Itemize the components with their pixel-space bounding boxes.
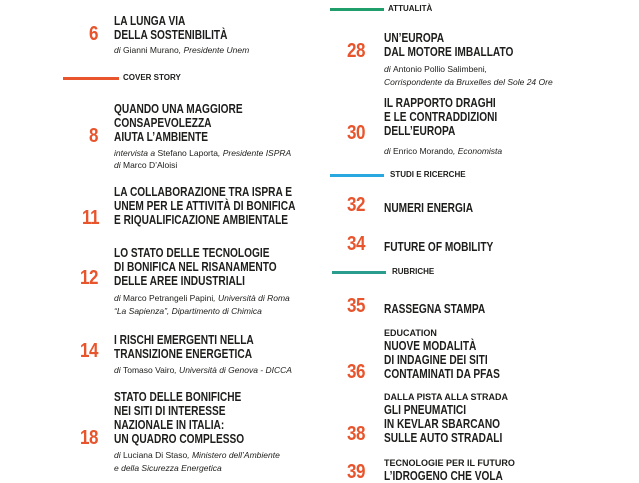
article-author: di Gianni Murano, Presidente Unem: [114, 45, 250, 55]
page-number: 8: [89, 125, 99, 147]
article-author: di Marco D’Aloisi: [114, 160, 178, 170]
page-number: 39: [347, 461, 366, 483]
page-number: 36: [347, 361, 366, 383]
article-title: I RISCHI EMERGENTI NELLA TRANSIZIONE ENERGETICA: [114, 332, 254, 361]
section-label: COVER STORY: [123, 73, 181, 82]
article-kicker: EDUCATION: [384, 328, 437, 338]
article-author: di Luciana Di Staso, Ministero dell’Ambiente: [114, 450, 280, 460]
section-label: ATTUALITÀ: [388, 4, 433, 13]
page-number: 18: [80, 427, 99, 449]
section-label: STUDI E RICERCHE: [390, 170, 466, 179]
page-number: 14: [80, 340, 99, 362]
article-author: di Antonio Pollio Salimbeni,: [384, 64, 488, 74]
article-author: Corrispondente da Bruxelles del Sole 24 Ore: [384, 77, 553, 87]
article-title: LA COLLABORAZIONE TRA ISPRA E UNEM PER LE ATTIVITÀ DI BONIFICA E RIQUALIFICAZIONE AMBIENTALE: [114, 184, 296, 227]
section-bar: [330, 174, 384, 177]
article-title: L’IDROGENO CHE VOLA: [384, 468, 503, 483]
article-kicker: DALLA PISTA ALLA STRADA: [384, 392, 508, 402]
article-title: UN’EUROPA DAL MOTORE IMBALLATO: [384, 30, 514, 59]
section-bar: [63, 77, 119, 80]
article-author: e della Sicurezza Energetica: [114, 463, 222, 473]
article-title: FUTURE OF MOBILITY: [384, 239, 494, 254]
article-title: LA LUNGA VIA DELLA SOSTENIBILITÀ: [114, 13, 228, 42]
article-kicker: TECNOLOGIE PER IL FUTURO: [384, 458, 515, 468]
page-number: 34: [347, 233, 366, 255]
article-title: QUANDO UNA MAGGIORE CONSAPEVOLEZZA AIUTA L’AMBIENTE: [114, 101, 243, 144]
page-number: 30: [347, 122, 366, 144]
section-bar: [330, 8, 384, 11]
section-header-attualita: [330, 3, 470, 15]
article-author: di Enrico Morando, Economista: [384, 146, 503, 156]
page-number: 28: [347, 40, 366, 62]
page-number: 35: [347, 295, 366, 317]
article-title: LO STATO DELLE TECNOLOGIE DI BONIFICA NEL RISANAMENTO DELLE AREE INDUSTRIALI: [114, 245, 277, 288]
section-header-studi-e-ricerche: [330, 169, 490, 181]
article-author: di Tomaso Vairo, Università di Genova - DICCA: [114, 365, 292, 375]
page-number: 11: [82, 207, 100, 229]
section-header-rubriche: [332, 266, 472, 278]
article-title: NUMERI ENERGIA: [384, 200, 474, 215]
article-author: intervista a Stefano Laporta, Presidente ISPRA: [114, 148, 292, 158]
article-title: RASSEGNA STAMPA: [384, 301, 486, 316]
article-title: STATO DELLE BONIFICHE NEI SITI DI INTERESSE NAZIONALE IN ITALIA: UN QUADRO COMPLESSO: [114, 389, 245, 446]
page-number: 6: [89, 23, 99, 45]
page-number: 38: [347, 423, 366, 445]
article-author: di Marco Petrangeli Papini, Università di Roma: [114, 293, 290, 303]
section-header-cover-story: [63, 72, 203, 84]
article-title: NUOVE MODALITÀ DI INDAGINE DEI SITI CONTAMINATI DA PFAS: [384, 338, 500, 381]
article-title: GLI PNEUMATICI IN KEVLAR SBARCANO SULLE AUTO STRADALI: [384, 402, 503, 445]
article-author: “La Sapienza”, Dipartimento di Chimica: [114, 306, 262, 316]
section-bar: [332, 271, 386, 274]
article-title: IL RAPPORTO DRAGHI E LE CONTRADDIZIONI DELL’EUROPA: [384, 95, 498, 138]
page-number: 12: [80, 267, 99, 289]
section-label: RUBRICHE: [392, 267, 435, 276]
page-number: 32: [347, 194, 366, 216]
